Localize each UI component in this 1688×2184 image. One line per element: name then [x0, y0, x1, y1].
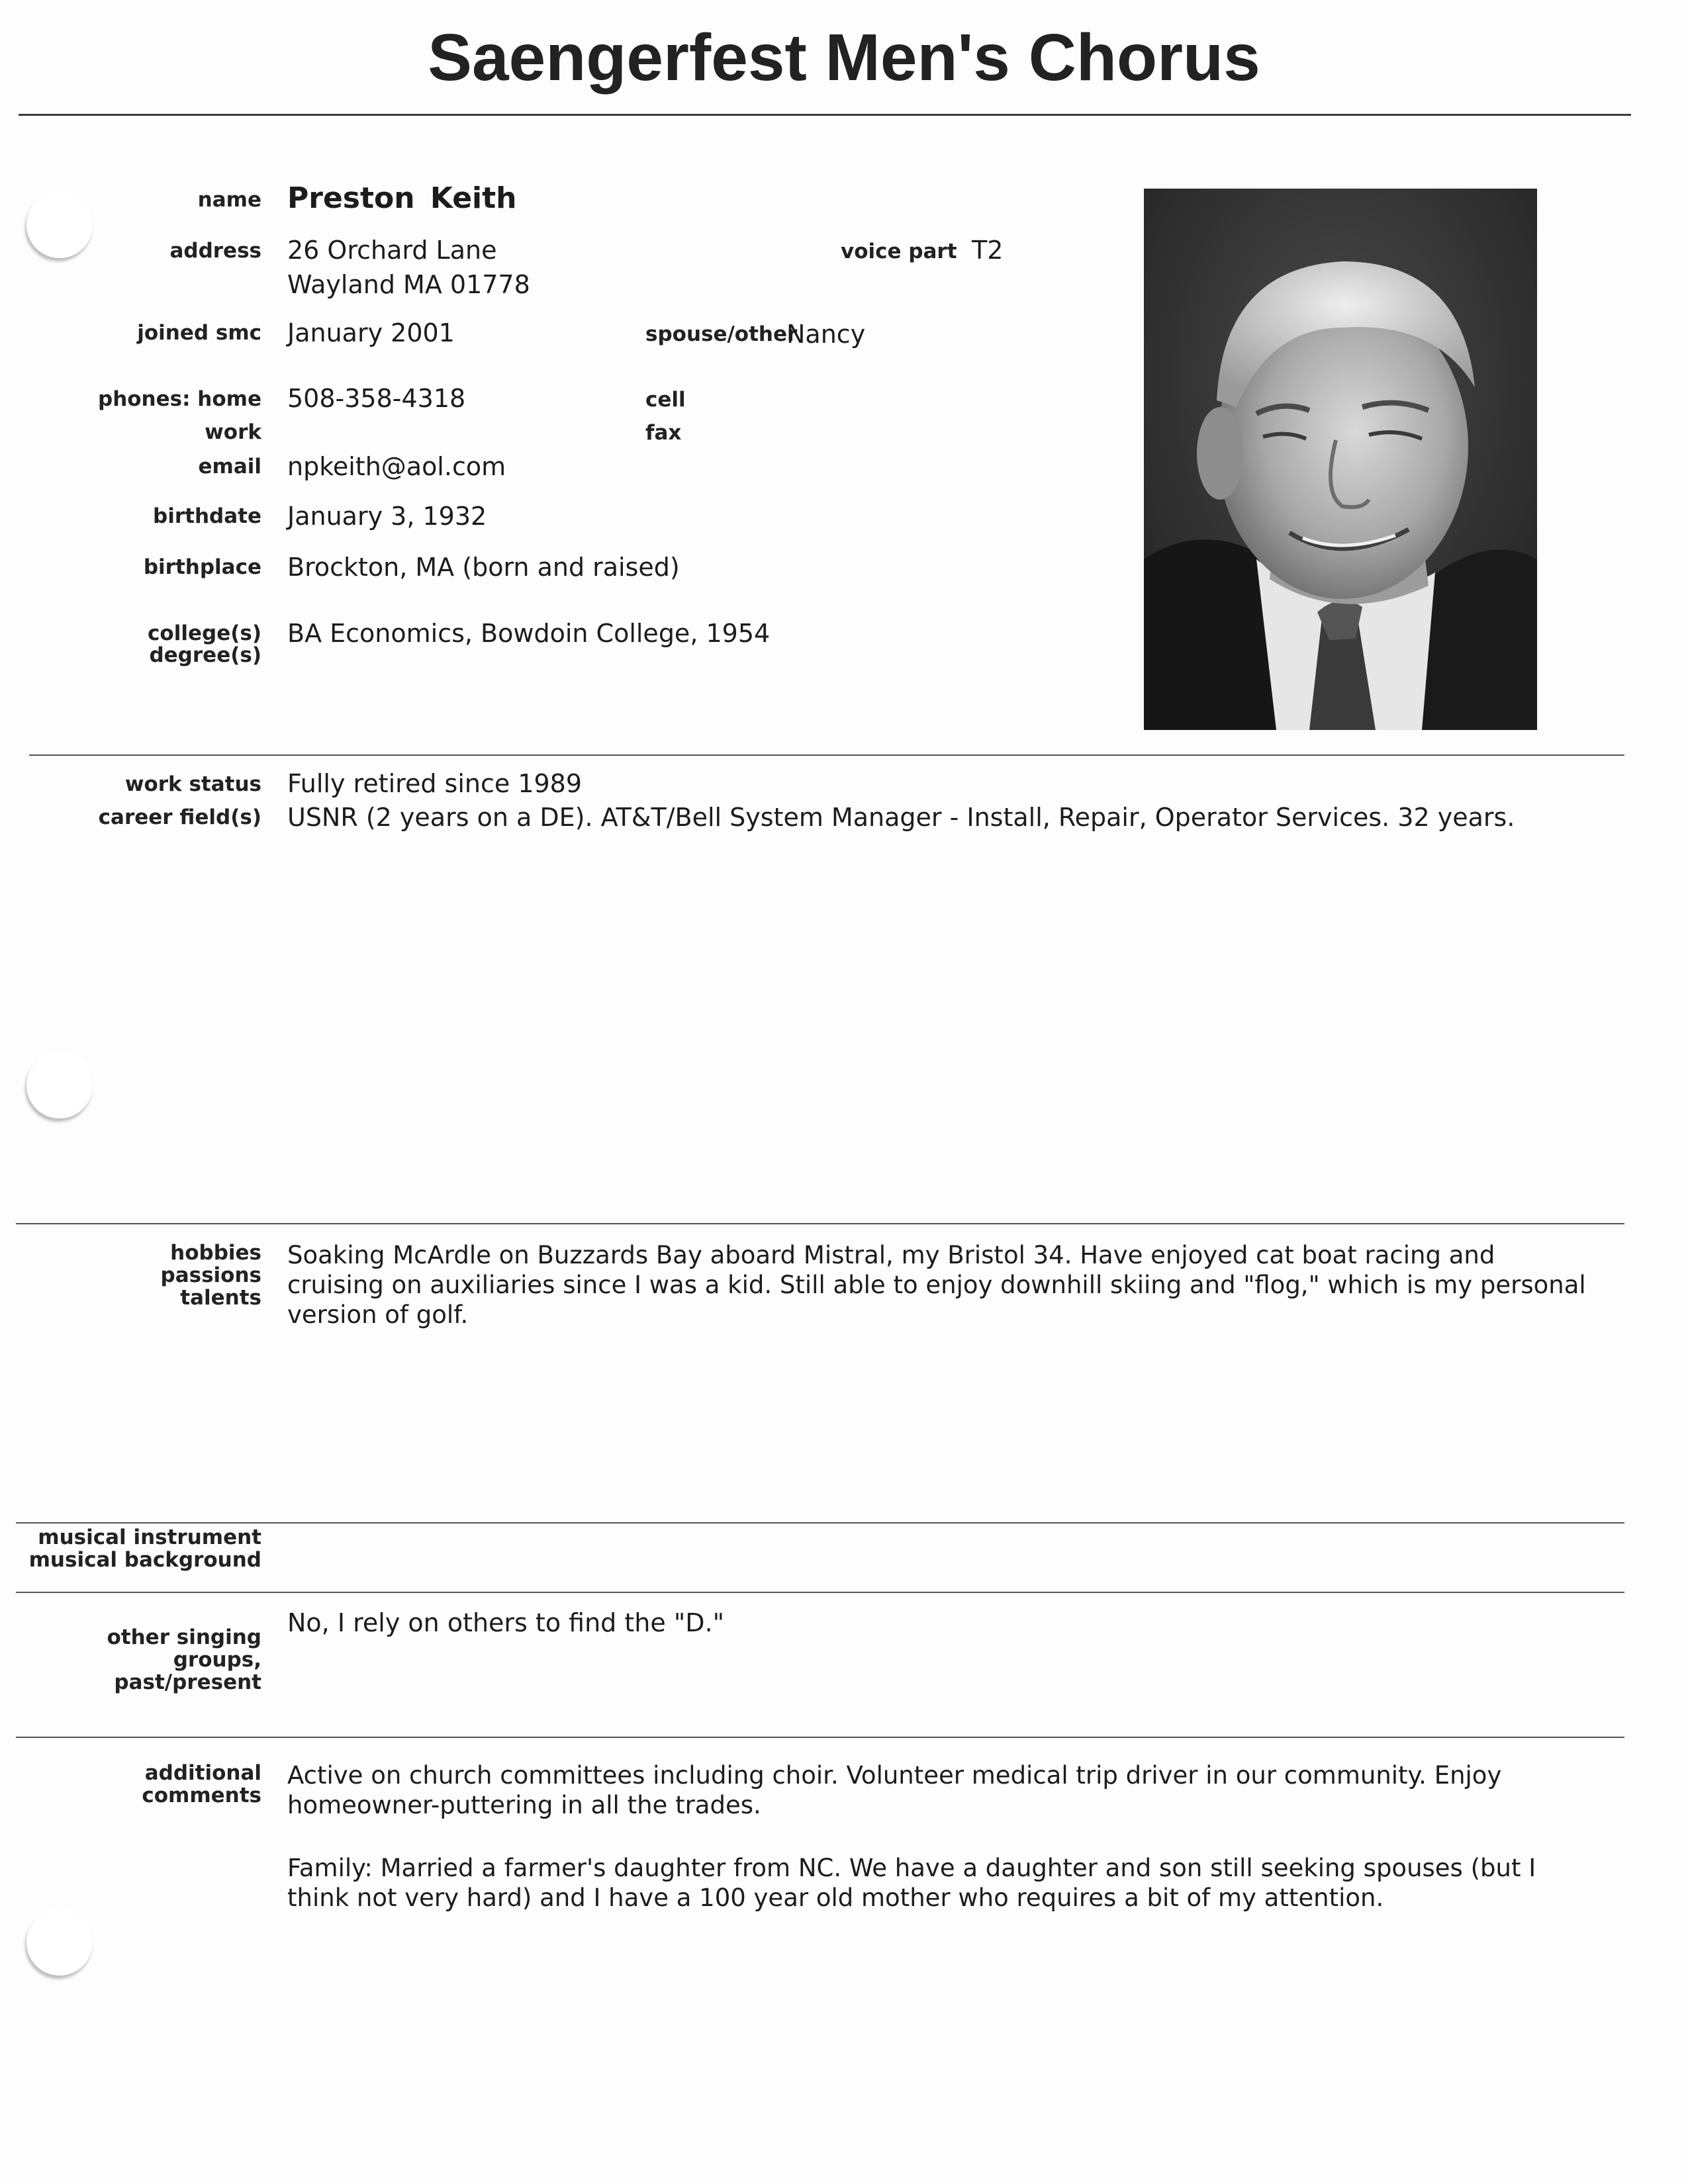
section-divider-4: [16, 1592, 1624, 1593]
voice-part-label: voice part: [841, 240, 957, 263]
binder-hole-middle: [26, 1052, 93, 1118]
joined-value: January 2001: [287, 318, 455, 347]
musical-instrument-label: musical instrument: [38, 1525, 261, 1549]
degree-label: degree(s): [149, 643, 261, 667]
birthplace-value: Brockton, MA (born and raised): [287, 553, 680, 582]
phone-work-label: work: [205, 420, 261, 444]
spouse-value: Nancy: [786, 320, 866, 349]
cell-label: cell: [645, 388, 686, 412]
member-name: Preston Keith: [287, 181, 517, 215]
additional-label: additional: [144, 1761, 261, 1785]
address-line-1: 26 Orchard Lane: [287, 236, 497, 265]
address-line-2: Wayland MA 01778: [287, 270, 530, 299]
work-status-value: Fully retired since 1989: [287, 769, 583, 798]
section-divider-1: [29, 754, 1624, 756]
birthplace-label: birthplace: [143, 555, 261, 579]
past-present-label: past/present: [114, 1670, 261, 1694]
passions-label: passions: [160, 1263, 261, 1287]
hobbies-label: hobbies: [170, 1241, 261, 1265]
spouse-label: spouse/other: [645, 322, 798, 346]
binder-hole-top: [26, 192, 93, 258]
section-divider-5: [16, 1737, 1624, 1738]
joined-label: joined smc: [137, 321, 261, 345]
other-singing-value: No, I rely on others to find the "D.": [287, 1608, 725, 1637]
member-photo: [1144, 189, 1537, 730]
section-divider-3: [16, 1522, 1624, 1524]
phone-home-value: 508-358-4318: [287, 384, 466, 413]
work-status-label: work status: [124, 772, 261, 796]
hobbies-text: Soaking McArdle on Buzzards Bay aboard Mistral, my Bristol 34. Have enjoyed cat boat racing and cruising on auxiliaries since I was a kid. Still able to enjoy downhill skiing and "flog," which is my personal version of golf.: [287, 1241, 1586, 1329]
phone-home-label: phones: home: [98, 387, 261, 411]
comments-text-1: Active on church committees including choir. Volunteer medical trip driver in our community. Enjoy homeowner-puttering in all the trades.: [287, 1761, 1502, 1819]
fax-label: fax: [645, 421, 682, 445]
college-value: BA Economics, Bowdoin College, 1954: [287, 619, 771, 648]
name-label: name: [197, 188, 261, 212]
comments-label: comments: [142, 1784, 261, 1807]
voice-part-value: T2: [972, 236, 1004, 265]
groups-label: groups,: [173, 1648, 261, 1672]
musical-background-label: musical background: [28, 1548, 261, 1572]
email-label: email: [198, 455, 261, 478]
page-title: Saengerfest Men's Chorus: [428, 21, 1260, 95]
title-divider: [19, 114, 1631, 116]
section-divider-2: [16, 1223, 1624, 1224]
other-singing-label: other singing: [107, 1625, 261, 1649]
birthdate-label: birthdate: [153, 504, 261, 528]
career-label: career field(s): [98, 805, 261, 829]
talents-label: talents: [180, 1286, 261, 1310]
comments-text-2: Family: Married a farmer's daughter from NC. We have a daughter and son still seeking spouses (but I think not very hard) and I have a 100 year old mother who requires a bit of my attention.: [287, 1854, 1536, 1912]
email-value: npkeith@aol.com: [287, 452, 506, 481]
career-value: USNR (2 years on a DE). AT&T/Bell System Manager - Install, Repair, Operator Services. 32 years.: [287, 803, 1515, 832]
binder-hole-bottom: [26, 1909, 93, 1976]
address-label: address: [169, 239, 261, 263]
college-label: college(s): [148, 621, 261, 645]
birthdate-value: January 3, 1932: [287, 502, 487, 531]
